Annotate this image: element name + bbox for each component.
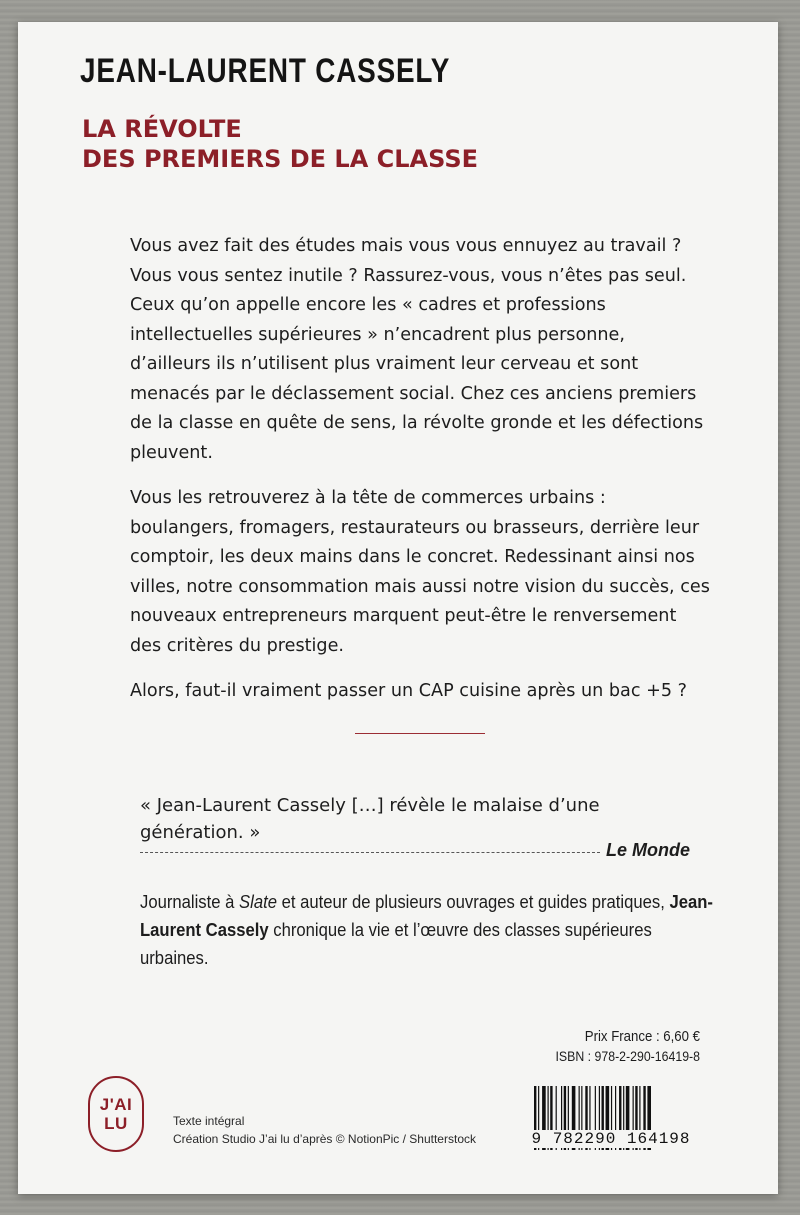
credits-line-1: Texte intégral	[173, 1114, 245, 1128]
bio-text-2: et auteur de plusieurs ouvrages et guides pratiques,	[276, 891, 670, 912]
blurb-paragraph-3: Alors, faut-il vraiment passer un CAP cuisine après un bac +5 ?	[130, 681, 687, 701]
book-title-line-1: LA RÉVOLTE	[82, 115, 242, 143]
quote-dashed-rule	[140, 852, 600, 853]
author-name: JEAN-LAURENT CASSELY	[80, 52, 451, 90]
bio-text-3: chronique la vie et l’œuvre des classes supérieures urbaines.	[140, 919, 652, 968]
book-title-line-2: DES PREMIERS DE LA CLASSE	[82, 145, 479, 173]
author-bio	[140, 888, 716, 972]
price-label: Prix France : 6,60 €	[584, 1028, 700, 1045]
barcode-digits: 9 782290 164198	[520, 1130, 702, 1148]
book-back-cover	[18, 22, 778, 1194]
credits-line-2: Création Studio J’ai lu d’après © NotionPic / Shutterstock	[173, 1132, 476, 1146]
blurb	[130, 232, 710, 723]
publisher-logo	[88, 1076, 144, 1152]
logo-line-1: J'AI	[99, 1095, 133, 1114]
bio-publication: Slate	[239, 891, 277, 912]
press-quote: « Jean-Laurent Cassely […] révèle le malaise d’une génération. »	[140, 795, 600, 843]
section-divider	[355, 733, 485, 734]
logo-line-2: LU	[104, 1114, 128, 1133]
blurb-paragraph-1: Vous avez fait des études mais vous vous ennuyez au travail ? Vous vous sentez inutile ? Rassurez-vous, vous n’êtes pas seul. Ceux qu’on appelle encore les « cadres et professions intellectuelles supérieures » n’encadrent plus personne, d’ailleurs ils n’utilisent plus vraiment leur cerveau et sont menacés par le déclassement social. Chez ces anciens premiers de la classe en quête de sens, la révolte gronde et les défections pleuvent.	[130, 236, 704, 463]
isbn-label: ISBN : 978-2-290-16419-8	[555, 1048, 700, 1064]
barcode	[520, 1064, 702, 1174]
bio-text-1: Journaliste à	[140, 891, 240, 912]
blurb-paragraph-2: Vous les retrouverez à la tête de commerces urbains : boulangers, fromagers, restaurateurs ou brasseurs, derrière leur comptoir, les deux mains dans le concret. Redessinant ainsi nos villes, notre consommation mais aussi notre vision du succès, ces nouveaux entrepreneurs marquent peut-être le renversement des critères du prestige.	[130, 488, 710, 656]
bio-author-name: Jean-Laurent Cassely	[140, 891, 713, 940]
quote-source: Le Monde	[606, 840, 690, 860]
book-title	[82, 114, 478, 174]
credits	[173, 1112, 476, 1148]
